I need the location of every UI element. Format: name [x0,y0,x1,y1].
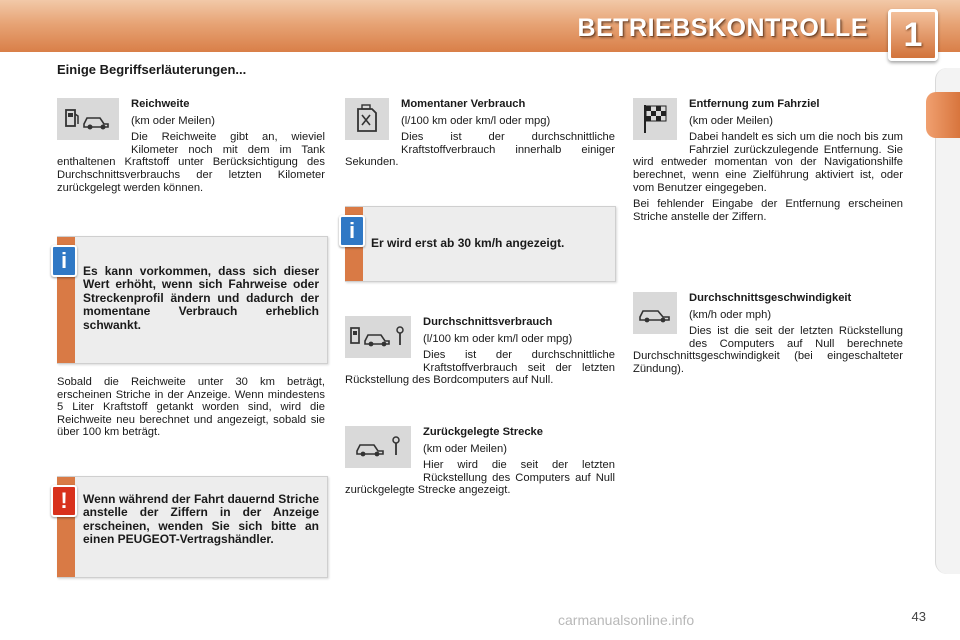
info-icon: i [51,245,77,277]
entry-title: Reichweite [131,98,190,110]
chapter-number-badge: 1 [888,9,938,61]
fuel-can-icon [345,98,389,140]
entry-zurueckgelegte-strecke [345,426,615,501]
fuel-pump-car-icon [57,98,119,140]
checkered-flag-icon [633,98,677,140]
entry-title: Momentaner Verbrauch [401,98,526,110]
entry-description: Dies ist die seit der letzten Rückstellung des Computers auf Null berechnete Durchschnittsgeschwindigkeit (bei eingeschalteter Zündung). [633,325,903,375]
chapter-tab-rail [935,68,960,574]
note-text: Es kann vorkommen, dass sich dieser Wert erhöht, wenn sich Fahrweise oder Streckenprofil ändern und dadurch der momentane Verbrauch erheblich schwankt. [83,264,319,332]
note-text: Er wird erst ab 30 km/h angezeigt. [371,236,565,250]
entry-unit: (km oder Meilen) [689,114,773,127]
car-speed-icon [633,292,677,334]
entry-description: Die Reichweite gibt an, wieviel Kilometer noch mit dem im Tank enthaltenen Kraftstoff unter Berücksichtigung des Durchschnittsverbrauchs der letzten Kilometer zurückgelegt werden können. [57,131,325,194]
page-number: 43 [911,609,926,624]
entry-durchschnittsverbrauch [345,316,615,391]
chapter-header [0,0,960,52]
entry-title: Zurückgelegte Strecke [423,426,544,438]
entry-description: Hier wird die seit der letzten Rückstellung des Computers auf Null zurückgelegte Strecke angezeigt. [345,459,615,497]
section-heading: Einige Begriffserläuterungen... [57,62,247,77]
entry-reichweite [57,98,325,198]
watermark: carmanualsonline.info [558,612,695,628]
entry-description: Dies ist der durchschnittliche Kraftstoffverbrauch seit der letzten Rückstellung des Bordcomputers auf Null. [345,349,615,387]
entry-description-2: Bei fehlender Eingabe der Entfernung erscheinen Striche anstelle der Ziffern. [633,198,903,223]
info-note [57,236,328,364]
warning-note [57,476,328,578]
entry-description: Dabei handelt es sich um die noch bis zum Fahrziel zurückzulegende Entfernung. Sie wird entweder momentan von der Navigationshilfe berechnet, wenn eine Zielführung aktiviert ist, oder vom Benutzer eingegeben. [633,131,903,194]
info-note [345,206,616,282]
chapter-tab-active[interactable] [926,92,960,138]
entry-entfernung-zum-fahrziel [633,98,903,227]
entry-title: Durchschnittsgeschwindigkeit [689,292,852,304]
info-icon: i [339,215,365,247]
entry-title: Entfernung zum Fahrziel [689,98,820,110]
entry-unit: (km/h oder mph) [689,308,772,321]
entry-title: Durchschnittsverbrauch [423,316,553,328]
entry-unit: (l/100 km oder km/l oder mpg) [423,332,573,345]
entry-unit: (km oder Meilen) [131,114,215,127]
note-text: Wenn während der Fahrt dauernd Striche anstelle der Ziffern in der Anzeige erscheinen, wenden Sie sich bitte an einen PEUGEOT-Vertragshändler. [83,492,319,547]
entry-unit: (km oder Meilen) [423,442,507,455]
entry-description: Dies ist der durchschnittliche Kraftstoffverbrauch innerhalb einiger Sekunden. [345,131,615,169]
entry-momentaner-verbrauch [345,98,615,173]
car-reset-icon [345,426,411,468]
fuel-car-reset-icon [345,316,411,358]
entry-durchschnittsgeschwindigkeit [633,292,903,380]
entry-unit: (l/100 km oder km/l oder mpg) [401,114,551,127]
warning-icon: ! [51,485,77,517]
reichweite-low-paragraph: Sobald die Reichweite unter 30 km beträgt, erscheinen Striche in der Anzeige. Wenn mindestens 5 Liter Kraftstoff getankt worden sind, wird die Reichweite neu berechnet und angezeigt, sobald sie über 100 km beträgt. [57,376,325,439]
chapter-title: BETRIEBSKONTROLLE [577,14,868,42]
